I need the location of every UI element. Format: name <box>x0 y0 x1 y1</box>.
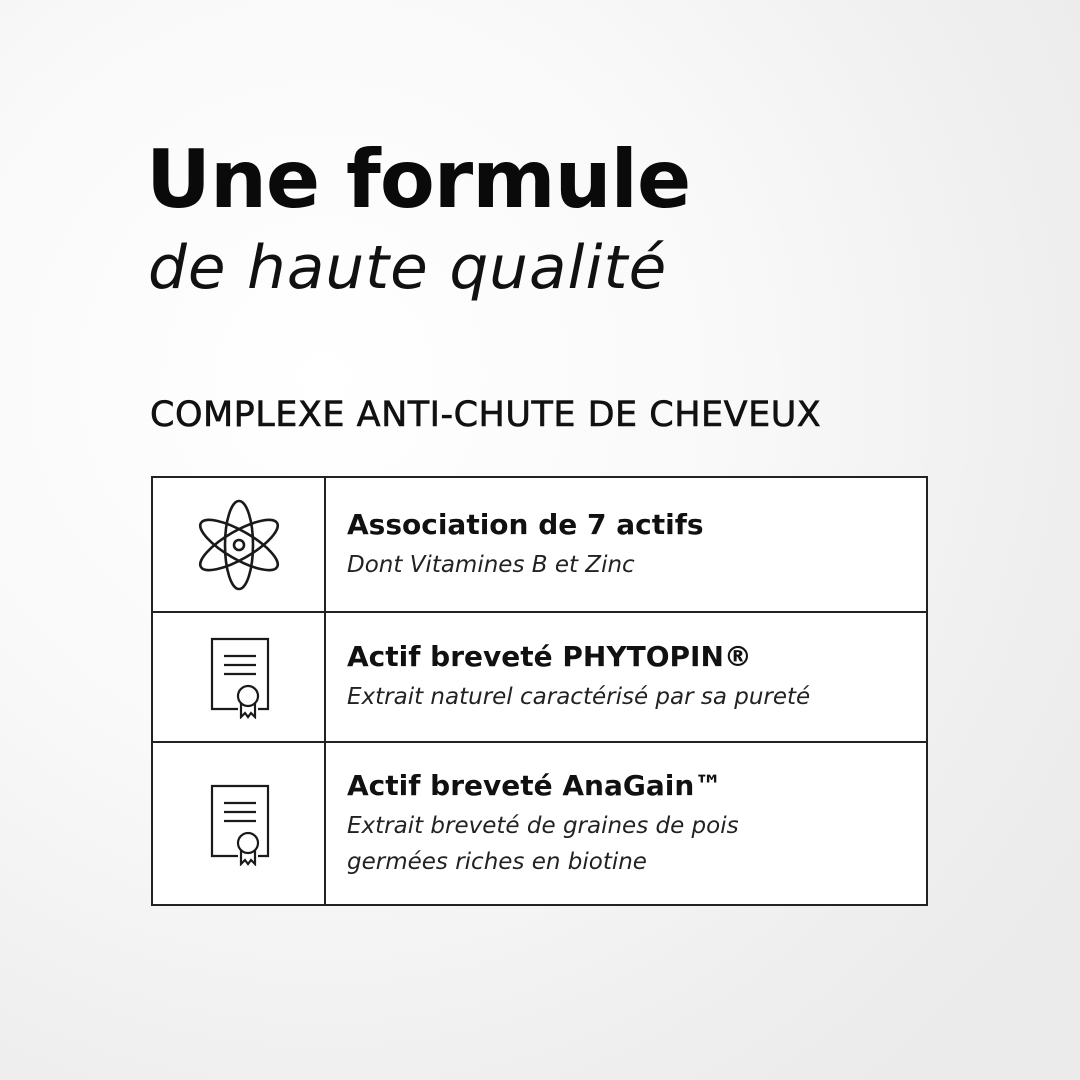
section-heading: COMPLEXE ANTI-CHUTE DE CHEVEUX <box>150 395 822 435</box>
certificate-icon <box>208 782 270 866</box>
feature-description <box>347 808 926 880</box>
feature-title: Actif breveté AnaGain™ <box>347 768 723 802</box>
feature-row-phytopin <box>153 613 926 743</box>
text-cell <box>326 743 926 904</box>
feature-title: Actif breveté PHYTOPIN® <box>347 640 752 673</box>
atom-icon <box>195 499 283 591</box>
icon-cell <box>153 478 326 611</box>
feature-description-line: germées riches en biotine <box>347 848 647 875</box>
text-cell <box>326 478 926 611</box>
feature-description: Extrait naturel caractérisé par sa pureté <box>347 684 811 710</box>
feature-row-actifs <box>153 478 926 613</box>
feature-title: Association de 7 actifs <box>347 507 704 541</box>
feature-description-line: Extrait breveté de graines de pois <box>347 812 739 839</box>
icon-cell <box>153 613 326 741</box>
icon-cell <box>153 743 326 904</box>
feature-description: Dont Vitamines B et Zinc <box>347 551 635 578</box>
features-table <box>151 476 928 906</box>
page-subtitle: de haute qualité <box>148 233 668 303</box>
feature-row-anagain <box>153 743 926 904</box>
text-cell <box>326 613 926 741</box>
certificate-icon <box>208 635 270 719</box>
page-title: Une formule <box>146 133 691 226</box>
